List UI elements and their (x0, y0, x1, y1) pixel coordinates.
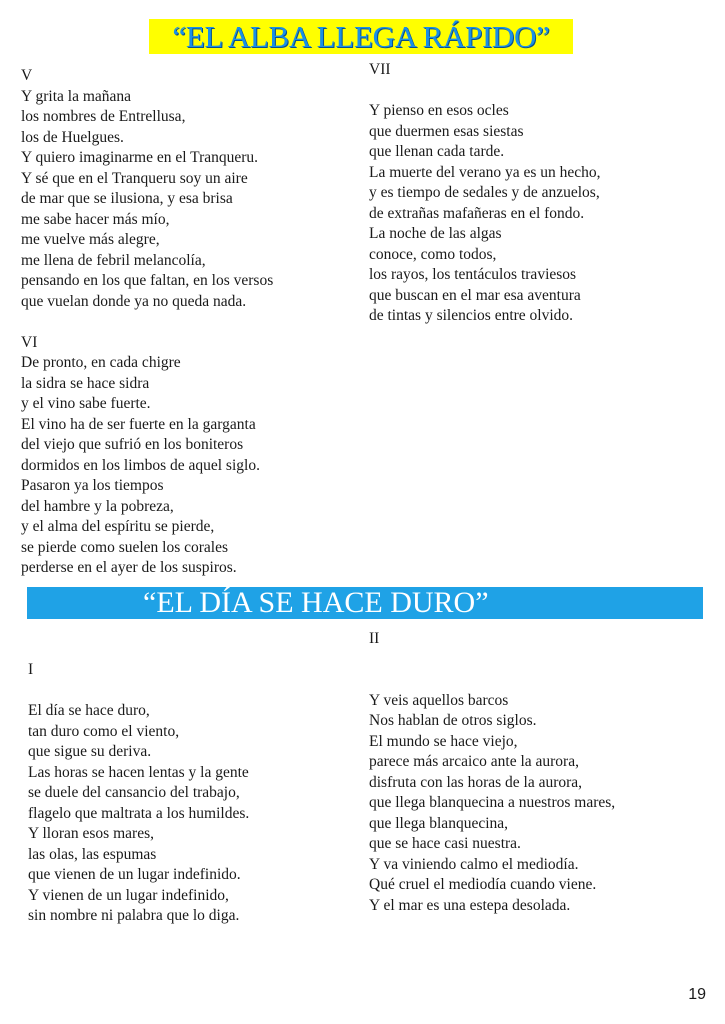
poem-line: Qué cruel el mediodía cuando viene. (369, 876, 597, 893)
poem-line: Y vienen de un lugar indefinido, (28, 886, 229, 904)
poem-line: que vienen de un lugar indefinido. (28, 866, 241, 883)
poem-line: Y sé que en el Tranqueru soy un aire (21, 169, 248, 187)
poem-line: que llenan cada tarde. (369, 143, 505, 160)
poem-line: Pasaron ya los tiempos (21, 477, 164, 494)
poem-line: de extrañas mafañeras en el fondo. (369, 204, 585, 222)
section-title-dia-text: “EL DÍA SE HACE DURO” (143, 586, 489, 619)
poem-line: Y lloran esos mares, (28, 825, 154, 842)
poem-line: las olas, las espumas (28, 845, 157, 863)
poem-line: que llega blanquecina a nuestros mares, (369, 794, 616, 811)
poem-line: me llena de febril melancolía, (21, 251, 206, 269)
poem-line: y es tiempo de sedales y de anzuelos, (369, 184, 600, 201)
poem-line: que sigue su deriva. (28, 743, 152, 760)
poem-line: de mar que se ilusiona, y esa brisa (21, 190, 233, 207)
poem-line: los nombres de Entrellusa, (21, 108, 186, 125)
poem-line: tan duro como el viento, (28, 722, 180, 740)
poem-line: de tintas y silencios entre olvido. (369, 307, 574, 324)
poem-line: que vuelan donde ya no queda nada. (21, 292, 247, 310)
poem-line: El mundo se hace viejo, (369, 732, 518, 750)
poem-line: Nos hablan de otros siglos. (369, 712, 537, 729)
poem-line: del viejo que sufrió en los boniteros (21, 436, 244, 453)
poem-line: flagelo que maltrata a los humildes. (28, 804, 250, 822)
section-title-dia (27, 587, 703, 619)
poem-line: y el alma del espíritu se pierde, (21, 518, 215, 535)
poem-line: que se hace casi nuestra. (369, 835, 521, 852)
poem-column-left-top (21, 66, 273, 579)
stanza-heading-v: V (21, 67, 33, 84)
stanza-heading-vi: VI (21, 333, 38, 351)
poem-line: se pierde como suelen los corales (21, 538, 229, 556)
poem-line: me sabe hacer más mío, (21, 210, 170, 228)
section-title-alba: “EL ALBA LLEGA RÁPIDO” (149, 19, 573, 54)
poem-line: Y va viniendo calmo el mediodía. (369, 855, 579, 873)
poem-line: la sidra se hace sidra (21, 374, 150, 392)
poem-line: que duermen esas siestas (369, 122, 524, 140)
poem-line: perderse en el ayer de los suspiros. (21, 559, 237, 576)
poem-line: me vuelve más alegre, (21, 231, 160, 248)
poem-line: del hambre y la pobreza, (21, 497, 174, 515)
poem-column-right-bottom (369, 629, 615, 916)
poem-line: parece más arcaico ante la aurora, (369, 753, 579, 770)
poem-line: se duele del cansancio del trabajo, (28, 784, 240, 801)
poem-line: De pronto, en cada chigre (21, 354, 181, 371)
poem-line: sin nombre ni palabra que lo diga. (28, 907, 240, 924)
page-number: 19 (688, 986, 706, 1003)
poem-column-left-bottom (28, 660, 249, 927)
poem-line: conoce, como todos, (369, 245, 497, 263)
poem-column-right-top (369, 60, 601, 327)
stanza-heading-i: I (28, 661, 34, 678)
poem-line: La muerte del verano ya es un hecho, (369, 163, 601, 181)
poem-line: El día se hace duro, (28, 702, 150, 719)
poem-line: dormidos en los limbos de aquel siglo. (21, 456, 260, 474)
poem-line: Las horas se hacen lentas y la gente (28, 763, 249, 781)
poem-line: que buscan en el mar esa aventura (369, 286, 581, 304)
poem-line: que llega blanquecina, (369, 814, 509, 832)
poem-line: pensando en los que faltan, en los versos (21, 272, 274, 289)
stanza-heading-vii: VII (369, 61, 391, 78)
poem-line: los de Huelgues. (21, 128, 124, 146)
poem-line: El vino ha de ser fuerte en la garganta (21, 415, 256, 433)
poem-line: La noche de las algas (369, 225, 502, 242)
poem-line: Y veis aquellos barcos (369, 691, 509, 709)
stanza-heading-ii: II (369, 630, 380, 647)
poem-line: y el vino sabe fuerte. (21, 395, 151, 412)
poem-line: disfruta con las horas de la aurora, (369, 773, 583, 791)
poem-line: Y grita la mañana (21, 87, 132, 105)
poem-line: Y pienso en esos ocles (369, 102, 509, 119)
poem-line: Y el mar es una estepa desolada. (369, 896, 571, 914)
poem-line: los rayos, los tentáculos traviesos (369, 266, 577, 283)
poem-line: Y quiero imaginarme en el Tranqueru. (21, 149, 259, 166)
